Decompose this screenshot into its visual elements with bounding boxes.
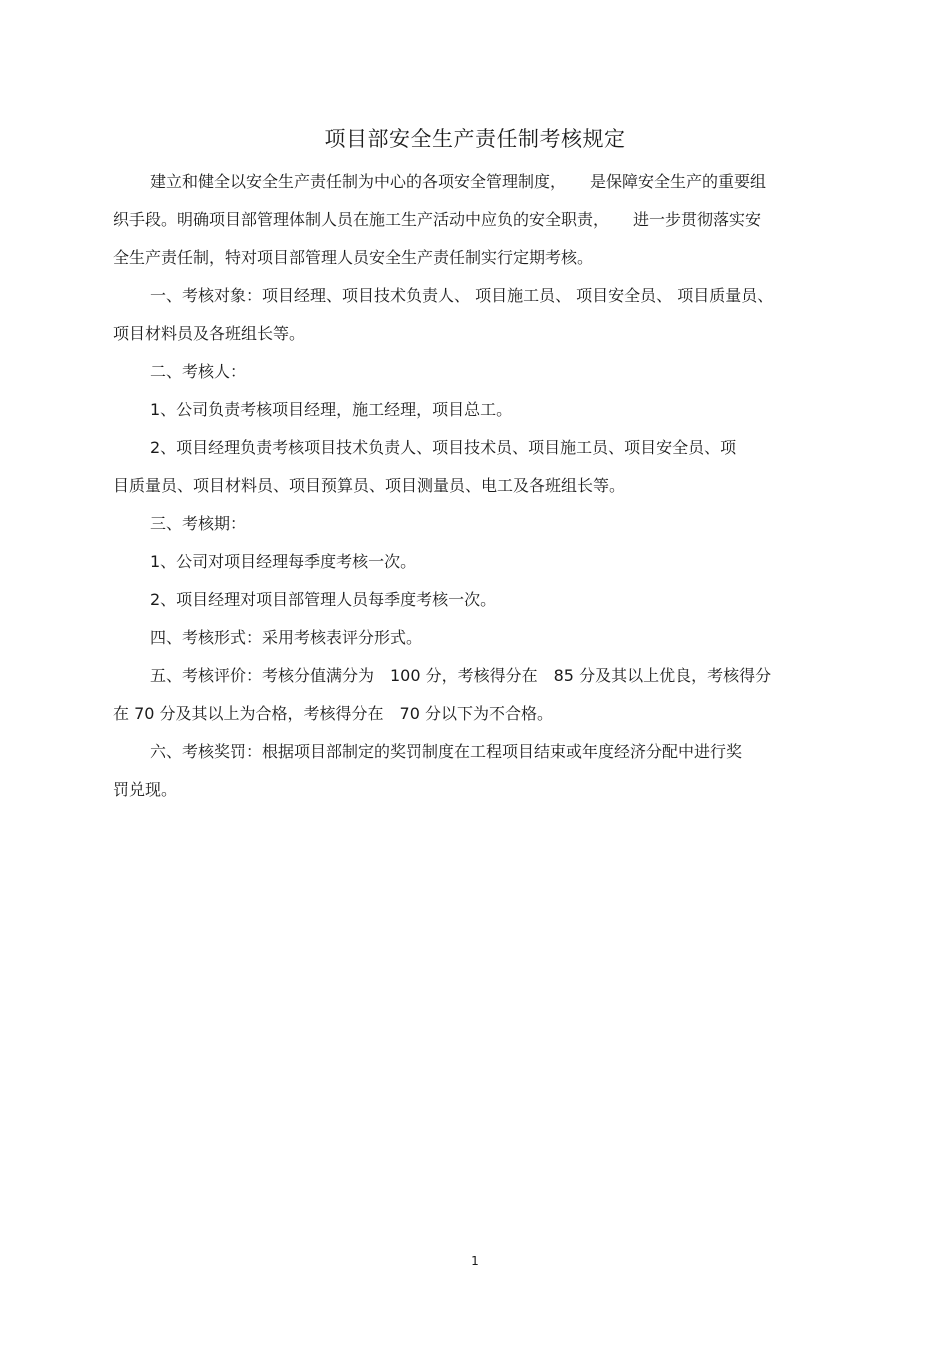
paragraph-line: 在 70 分及其以上为合格，考核得分在 70 分以下为不合格。 bbox=[113, 704, 553, 723]
paragraph-assessment-form bbox=[113, 619, 422, 657]
paragraph-line: 1、公司对项目经理每季度考核一次。 bbox=[150, 552, 417, 571]
paragraph-line: 四、考核形式：采用考核表评分形式。 bbox=[150, 628, 423, 647]
paragraph-rewards-penalties bbox=[113, 733, 742, 809]
paragraph-assessor-manager bbox=[113, 429, 736, 505]
paragraph-assessment-targets bbox=[113, 277, 773, 353]
paragraph-line: 织手段。明确项目部管理体制人员在施工生产活动中应负的安全职责， 进一步贯彻落实安 bbox=[113, 210, 762, 229]
paragraph-line: 1、公司负责考核项目经理，施工经理，项目总工。 bbox=[150, 400, 513, 419]
page-number: 1 bbox=[471, 1254, 479, 1268]
paragraph-period-heading bbox=[113, 505, 246, 543]
paragraph-line: 罚兑现。 bbox=[113, 780, 178, 799]
paragraph-line: 五、考核评价：考核分值满分为 100 分，考核得分在 85 分及其以上优良，考核得分 bbox=[150, 666, 772, 685]
paragraph-line: 2、项目经理对项目部管理人员每季度考核一次。 bbox=[150, 590, 497, 609]
paragraph-period-manager bbox=[113, 581, 496, 619]
paragraph-assessor-company bbox=[113, 391, 512, 429]
paragraph-assessors-heading bbox=[113, 353, 246, 391]
paragraph-line: 六、考核奖罚：根据项目部制定的奖罚制度在工程项目结束或年度经济分配中进行奖 bbox=[150, 742, 743, 761]
document-title: 项目部安全生产责任制考核规定 bbox=[324, 127, 626, 151]
paragraph-intro bbox=[113, 163, 766, 277]
paragraph-assessment-evaluation bbox=[113, 657, 771, 733]
paragraph-line: 目质量员、项目材料员、项目预算员、项目测量员、电工及各班组长等。 bbox=[113, 476, 626, 495]
paragraph-line: 三、考核期： bbox=[150, 514, 247, 533]
paragraph-line: 全生产责任制，特对项目部管理人员安全生产责任制实行定期考核。 bbox=[113, 248, 594, 267]
paragraph-line: 一、考核对象：项目经理、项目技术负责人、 项目施工员、 项目安全员、 项目质量员、 bbox=[150, 286, 774, 305]
paragraph-line: 项目材料员及各班组长等。 bbox=[113, 324, 306, 343]
paragraph-line: 建立和健全以安全生产责任制为中心的各项安全管理制度， 是保障安全生产的重要组 bbox=[150, 172, 767, 191]
paragraph-line: 二、考核人： bbox=[150, 362, 247, 381]
paragraph-line: 2、项目经理负责考核项目技术负责人、项目技术员、项目施工员、项目安全员、项 bbox=[150, 438, 737, 457]
paragraph-period-company bbox=[113, 543, 416, 581]
